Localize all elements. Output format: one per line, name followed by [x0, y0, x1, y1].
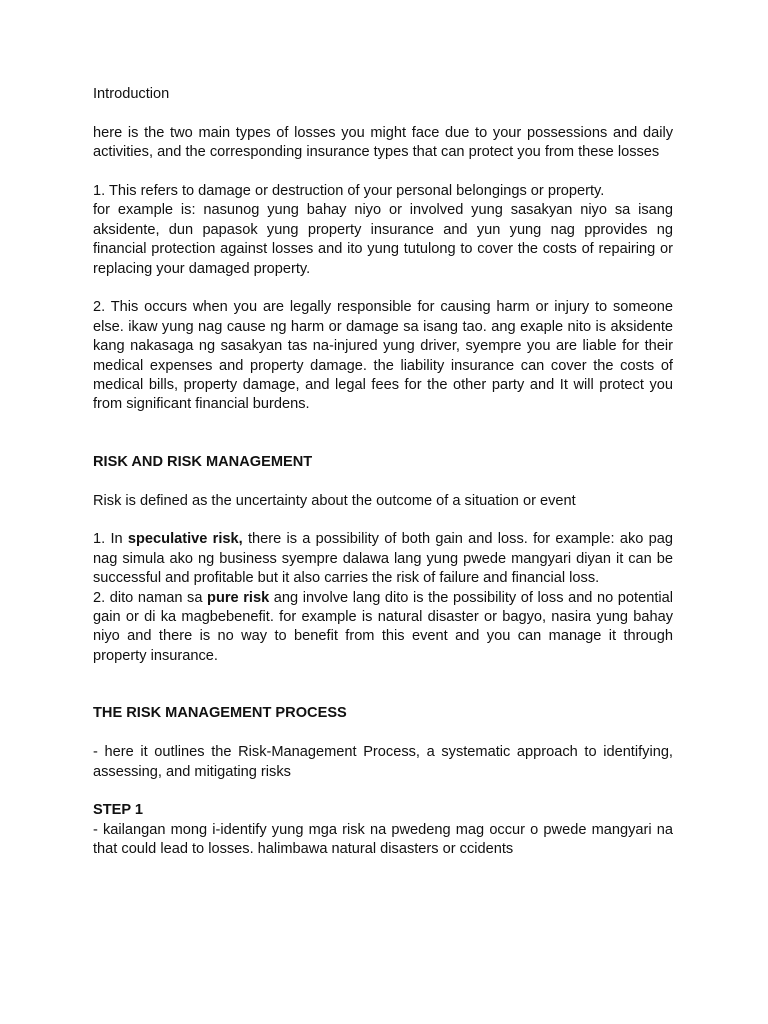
item1-paragraph: for example is: nasunog yung bahay niyo or involved yung sasakyan niyo sa isang aksidente, dun papasok yung property insurance and yun yung nag pprovides ng financial protection against losses and ito yung tutulong to cover the costs of repairing or replacing your damaged property. [93, 202, 673, 277]
intro-paragraph: here is the two main types of losses you might face due to your possessions and daily activities, and the corresponding insurance types that can protect you from these losses [93, 124, 673, 161]
spacer [93, 782, 673, 801]
risk-definition: Risk is defined as the uncertainty about the outcome of a situation or event [93, 492, 576, 509]
speculative-rest: there is a possibility of both gain and loss. for example: ako pag nag simula ako ng business syempre dalawa lang yung pwede mangyari diyan it can be successful and profitable but it also carries the risk of failure and financial loss. [93, 531, 674, 587]
pure-prefix: 2. dito naman sa [93, 589, 208, 606]
item2-paragraph: 2. This occurs when you are legally responsible for causing harm or injury to someone else. ikaw yung nag cause ng harm or damage sa isang tao. ang exaple nito is aksidente kang nakasaga ng sasakyan tas na-injured yung driver, syempre you are liable for their medical expenses and property damage. the liability insurance can cover the costs of medical bills, property damage, and legal fees for the other party and It will protect you from significant financial burdens. [93, 299, 673, 413]
pure-risk-term: pure risk [207, 589, 270, 606]
speculative-risk-paragraph [93, 530, 673, 588]
step1-heading: STEP 1 [93, 802, 144, 819]
speculative-prefix: 1. In [93, 531, 128, 548]
spacer [93, 472, 673, 491]
risk-heading: RISK AND RISK MANAGEMENT [93, 453, 313, 470]
process-heading: THE RISK MANAGEMENT PROCESS [93, 705, 347, 722]
spacer [93, 511, 673, 530]
spacer [93, 279, 673, 298]
intro-title: Introduction [93, 86, 170, 102]
step1-paragraph: - kailangan mong i-identify yung mga risk na pwedeng mag occur o pwede mangyari na that could lead to losses. halimbawa natural disasters or ccidents [93, 821, 673, 858]
process-paragraph: - here it outlines the Risk-Management Process, a systematic approach to identifying, assessing, and mitigating risks [93, 744, 673, 780]
speculative-risk-term: speculative risk, [127, 531, 243, 548]
spacer [93, 104, 673, 123]
spacer [93, 415, 673, 453]
spacer [93, 666, 673, 704]
item1-summary: 1. This refers to damage or destruction of your personal belongings or property. [93, 183, 605, 199]
document-page [93, 85, 673, 860]
pure-rest: ang involve lang dito is the possibility of loss and no potential gain or di ka magbebenefit. for example is natural disaster or bagyo, nasira yung bahay niyo and there is no way to benefit from this event and you can manage it through property insurance. [93, 589, 673, 664]
spacer [93, 163, 673, 182]
pure-risk-paragraph [93, 589, 673, 667]
spacer [93, 724, 673, 743]
